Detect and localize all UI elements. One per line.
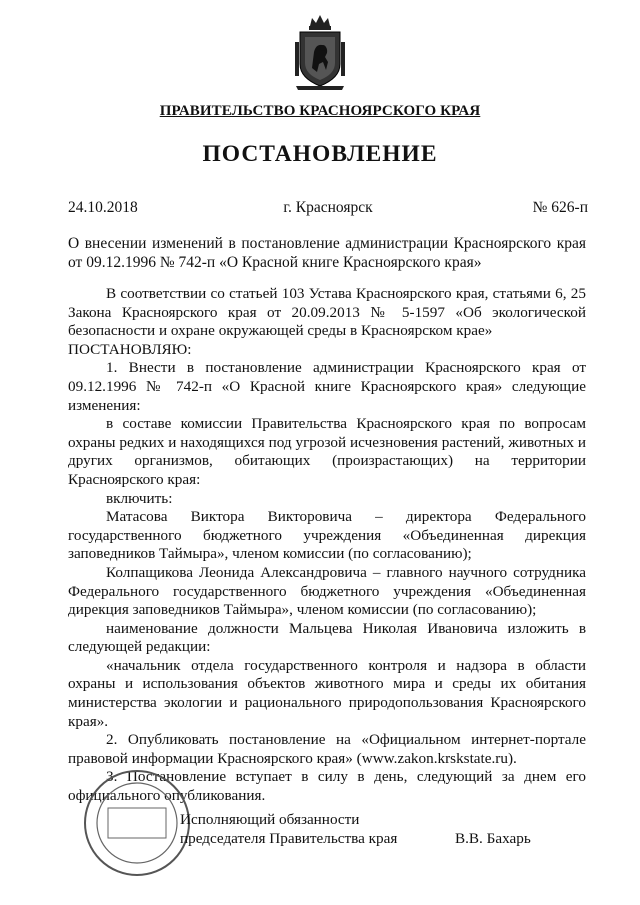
body-paragraph-resolve: ПОСТАНОВЛЯЮ: <box>68 340 192 358</box>
document-date: 24.10.2018 <box>68 199 138 216</box>
document-city: г. Красноярск <box>283 199 373 216</box>
coat-of-arms-emblem <box>292 12 348 92</box>
document-number: № 626-п <box>532 199 588 216</box>
signer-position-line1: Исполняющий обязанности <box>180 811 360 828</box>
signature-block <box>180 810 580 848</box>
body-paragraph: наименование должности Мальцева Николая Ивановича изложить в следующей редакции: <box>68 619 586 656</box>
signer-position-line2: председателя Правительства края <box>180 830 398 847</box>
document-title: ПОСТАНОВЛЕНИЕ <box>202 141 438 167</box>
government-name <box>0 103 640 120</box>
body-paragraph: В соответствии со статьей 103 Устава Красноярского края, статьями 6, 25 Закона Красноярского края от 20.09.2013 № 5-1597 «Об экологической безопасности и охране окружающей среды в Красноярском крае» <box>68 285 586 340</box>
document-body <box>68 285 586 806</box>
document-subject: О внесении изменений в постановление администрации Красноярского края от 09.12.1996 № 742-п «О Красной книге Красноярского края» <box>68 235 586 271</box>
body-paragraph: 3. Постановление вступает в силу в день, следующий за днем его официального опубликования. <box>68 768 586 805</box>
body-paragraph: включить: <box>106 489 173 507</box>
signer-name: В.В. Бахарь <box>455 830 531 847</box>
body-paragraph: в составе комиссии Правительства Красноярского края по вопросам охраны редких и находящихся под угрозой исчезновения растений, животных и других организмов, обитающих (произрастающих) на территории Красноярского края: <box>68 415 586 488</box>
body-paragraph: 2. Опубликовать постановление на «Официальном интернет-портале правовой информации Красноярского края» (www.zakon.krskstate.ru). <box>68 731 586 767</box>
body-paragraph: «начальник отдела государственного контроля и надзора в области охраны и использования объектов животного мира и среды их обитания министерства экологии и рационального природопользования Красноярского края». <box>68 656 586 730</box>
official-stamp <box>82 768 192 878</box>
body-paragraph: 1. Внести в постановление администрации Красноярского края от 09.12.1996 № 742-п «О Красной книге Красноярского края» следующие изменения: <box>68 359 586 414</box>
government-name-text: ПРАВИТЕЛЬСТВО КРАСНОЯРСКОГО КРАЯ <box>159 103 481 119</box>
body-paragraph: Колпащикова Леонида Александровича – главного научного сотрудника Федерального государственного бюджетного учреждения «Объединенная дирекция заповедников Таймыра», членом комиссии (по согласованию); <box>68 563 586 619</box>
document-meta-row <box>68 199 588 219</box>
body-paragraph: Матасова Виктора Викторовича – директора Федерального государственного бюджетного учреждения «Объединенная дирекция заповедников Таймыра», членом комиссии (по согласованию); <box>68 508 586 563</box>
